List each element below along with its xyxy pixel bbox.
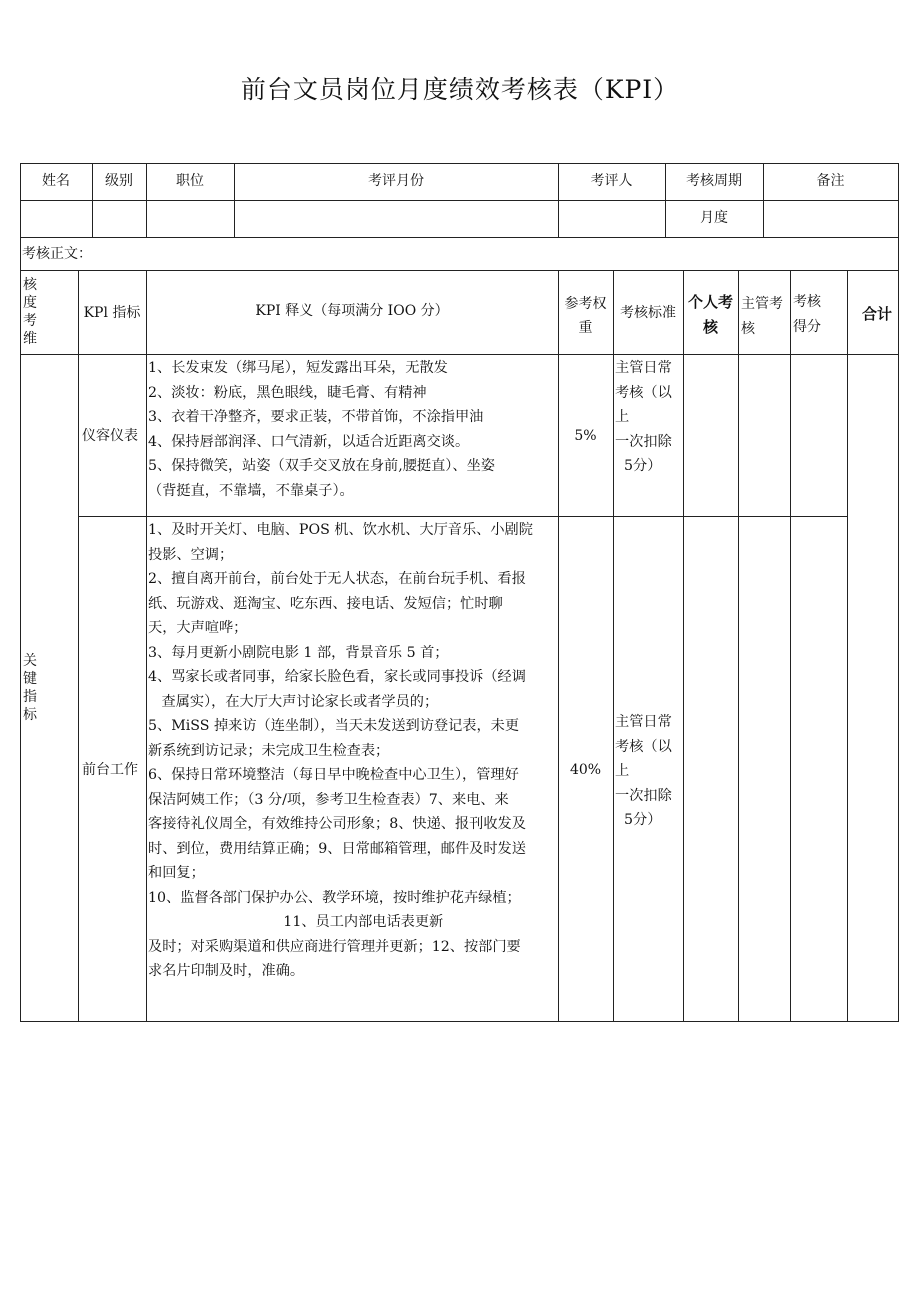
score-cell[interactable] [791,517,847,1021]
page-title: 前台文员岗位月度绩效考核表（KPI） [240,75,680,104]
row-kpi: 前台工作 [82,762,138,778]
col-weight: 参考权 重 [564,296,607,336]
row-weight: 5% [574,428,597,444]
row-definition: 1、及时开关灯、电脑、POS 机、饮水机、大厅音乐、小剧院 投影、空调； 2、擅自离开前台，前台处于无人状态，在前台玩手机、看报 纸、玩游戏、逛淘宝、吃东西、接电话、发短信；忙时聊 天，大声喧哗； 3、每月更新小剧院电影 1 部，背景音乐 5 首； 4、骂家长或者同事，给家长脸色看，家长或同事投诉（经调 查属实），在大厅大声讨论家长或者学员的； 5、MiSS 掉来访（连坐制），当天未发送到访登记表，未更 新系统到访记录；未完成卫生检查表； 6、保持日常环境整洁（每日早中晚检查中心卫生），管理好 保洁阿姨工作；（3 分/项，参考卫生检查表）7、来电、来 客接待礼仪周全，有效维持公司形象；8、快递、报刊收发及 时、到位，费用结算正确；9、日常邮箱管理，邮件及时发送 和回复； 10、监督各部门保护办公、教学环境，按时维护花卉绿植； 11、员工内部电话表更新 及时；对采购渠道和供应商进行管理并更新；12、按部门要 求名片印制及时，准确。 [148,522,533,979]
remarks-value-cell[interactable] [764,201,898,237]
review-month-value-cell[interactable] [235,201,558,237]
position-value-cell[interactable] [147,201,234,237]
manager-review-cell[interactable] [739,517,790,1021]
header-level: 级别 [105,173,133,189]
total-cell[interactable] [848,355,898,1021]
row-weight: 40% [569,762,602,778]
manager-review-cell[interactable] [739,355,790,515]
col-self-review: 个人考 核 [687,293,733,336]
section-label: 考核正文： [22,246,92,262]
header-reviewer: 考评人 [590,173,633,189]
name-value-cell[interactable] [21,201,92,237]
self-review-cell[interactable] [684,355,738,515]
header-cycle: 考核周期 [686,173,742,189]
row-definition: 1、长发束发（绑马尾），短发露出耳朵，无散发 2、淡妆：粉底，黑色眼线，睫毛膏、有精神 3、衣着干净整齐，要求正装，不带首饰，不涂指甲油 4、保持唇部润泽、口气清新，以适合近距离交谈。 5、保持微笑，站姿（双手交叉放在身前,腰挺直）、坐姿 （背挺直，不靠墙，不靠桌子）。 [148,360,495,499]
dimension-key-indicators: 关 键 指 标 [23,653,37,723]
row-standard: 主管日常 考核（以 上 一次扣除 5分） [615,714,672,828]
header-position: 职位 [176,173,204,189]
col-dimension: 核 度 考 维 [23,277,37,347]
score-cell[interactable] [791,355,847,515]
row-standard: 主管日常 考核（以 上 一次扣除 5分） [615,360,672,474]
col-total: 合计 [862,305,893,323]
col-standard: 考核标准 [620,305,676,321]
col-definition: KPI 释义（每项满分 IOO 分） [255,303,449,319]
self-review-cell[interactable] [684,517,738,1021]
reviewer-value-cell[interactable] [559,201,665,237]
col-score: 考核 得分 [793,294,821,335]
row-kpi: 仪容仪表 [82,428,138,444]
header-name: 姓名 [42,173,70,189]
level-value-cell[interactable] [93,201,146,237]
col-manager-review: 主管考 核 [741,296,783,337]
col-kpi: KPl 指标 [83,305,141,321]
header-review-month: 考评月份 [368,173,424,189]
cycle-value: 月度 [700,210,728,226]
header-remarks: 备注 [816,173,845,189]
